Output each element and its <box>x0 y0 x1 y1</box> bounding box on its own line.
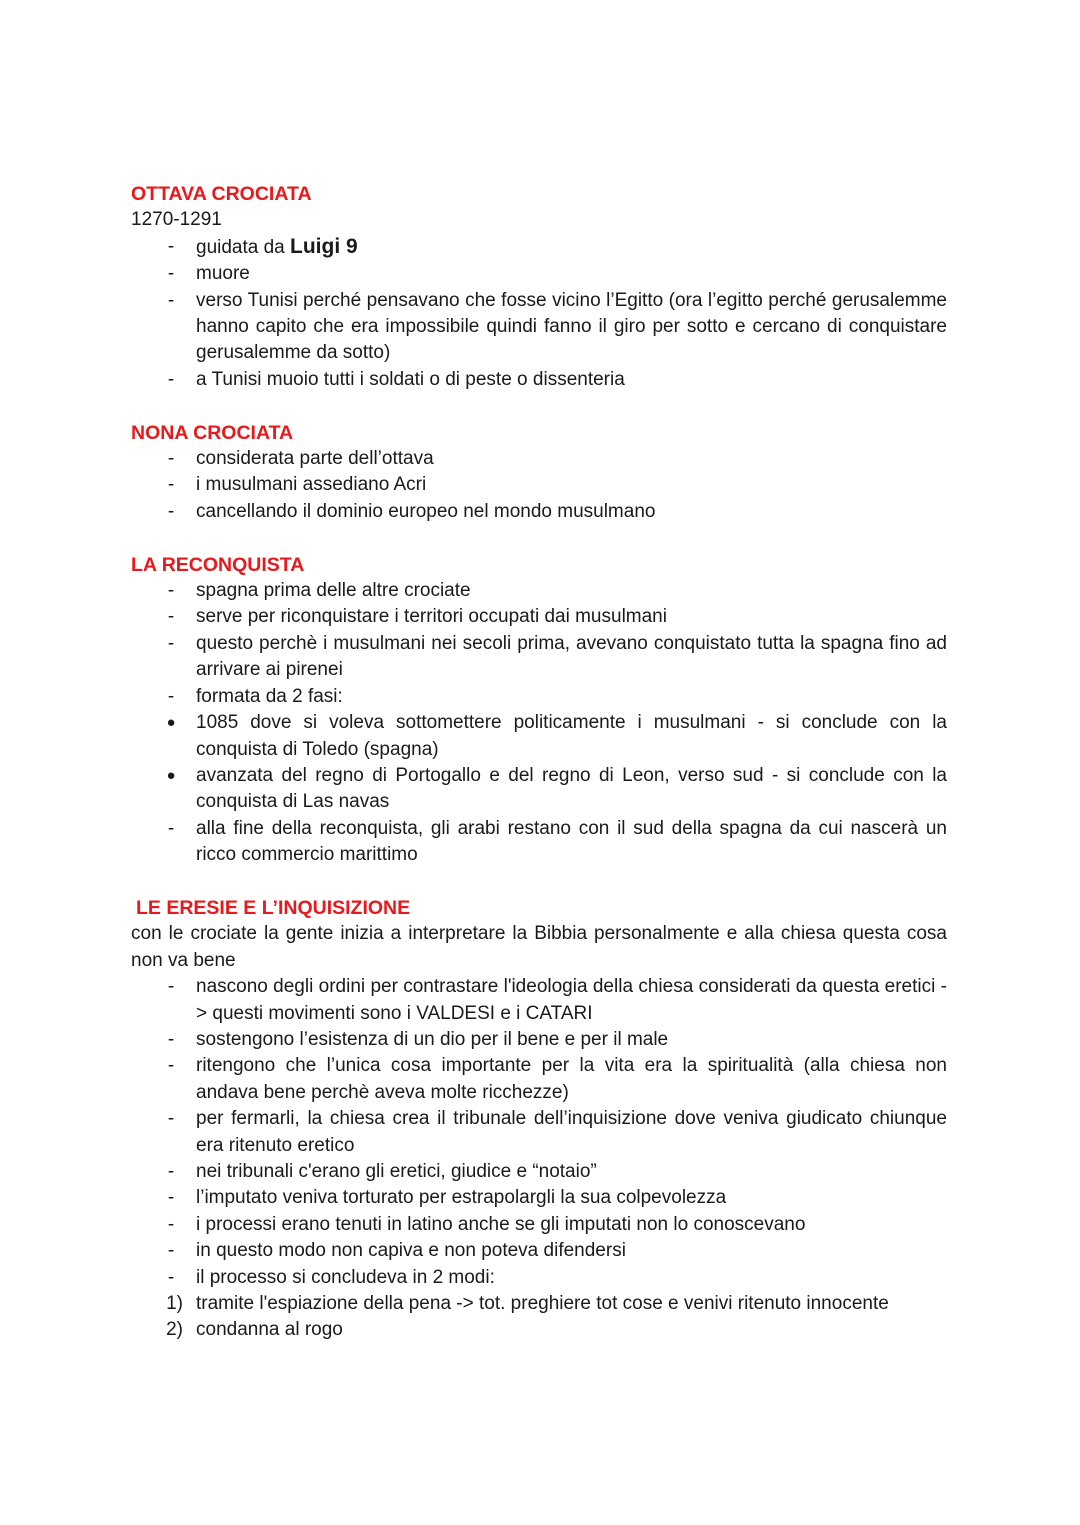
section-intro: con le crociate la gente inizia a interpretare la Bibbia personalmente e alla chiesa questa cosa non va bene <box>131 923 947 971</box>
list-item <box>131 1317 947 1343</box>
list-item <box>131 234 947 261</box>
section <box>131 895 947 1344</box>
list-item <box>131 1106 947 1159</box>
list-marker: - <box>167 685 175 707</box>
section-heading: OTTAVA CROCIATA <box>131 183 312 205</box>
list-marker: - <box>167 500 175 522</box>
list-item <box>131 1027 947 1053</box>
section-heading: NONA CROCIATA <box>131 421 294 444</box>
list-item-text: nei tribunali c'erano gli eretici, giudice e “notaio” <box>196 1160 597 1182</box>
list-marker: - <box>167 1240 175 1262</box>
list-marker: ● <box>166 714 176 732</box>
list-item <box>131 974 947 1027</box>
list-item <box>131 604 947 630</box>
list-item <box>131 1265 947 1291</box>
list-item <box>131 1159 947 1185</box>
list-marker: - <box>167 1266 175 1288</box>
list-marker: - <box>167 606 175 628</box>
list-marker: - <box>167 235 175 257</box>
list-item-text: considerata parte dell’ottava <box>196 448 434 470</box>
list-item <box>131 1185 947 1211</box>
list-item <box>131 499 947 525</box>
list-item-text: avanzata del regno di Portogallo e del regno di Leon, verso sud - si conclude con la conquista di Las navas <box>196 764 947 813</box>
list-item-text: i processi erano tenuti in latino anche se gli imputati non lo conoscevano <box>196 1213 806 1235</box>
section <box>131 420 947 526</box>
list-item <box>131 367 947 393</box>
list-item <box>131 261 947 287</box>
list-item-text: guidata da <box>196 236 291 258</box>
list-marker: - <box>167 289 175 311</box>
list-item-text: spagna prima delle altre crociate <box>196 580 471 602</box>
list-marker: - <box>167 448 175 470</box>
list-marker: - <box>167 580 175 602</box>
list-marker: - <box>167 1108 175 1130</box>
list-item <box>131 1053 947 1106</box>
list-item <box>131 578 947 604</box>
list-marker: - <box>167 1055 175 1077</box>
list-item-text: cancellando il dominio europeo nel mondo musulmano <box>196 500 656 522</box>
list-marker: - <box>167 1160 175 1182</box>
list-marker: - <box>167 368 175 390</box>
list-item-text: nascono degli ordini per contrastare l'ideologia della chiesa considerati da questa eretici -> questi movimenti sono i VALDESI e i CATARI <box>196 976 947 1024</box>
list-marker: - <box>167 1028 175 1050</box>
list-marker: ● <box>166 766 176 784</box>
section-heading: LA RECONQUISTA <box>131 553 305 576</box>
list-marker: - <box>167 632 175 654</box>
list-item-text: per fermarli, la chiesa crea il tribunale dell’inquisizione dove veniva giudicato chiunque era ritenuto eretico <box>196 1108 947 1156</box>
list-item-text: a Tunisi muoio tutti i soldati o di peste o dissenteria <box>196 368 625 390</box>
list-item-text: ritengono che l’unica cosa importante per la vita era la spiritualità (alla chiesa non andava bene perchè aveva molte ricchezze) <box>196 1055 947 1103</box>
list-marker: - <box>167 1213 175 1235</box>
list-item-bold: Luigi 9 <box>290 234 358 258</box>
list-item <box>131 710 947 763</box>
list-item-text: verso Tunisi perché pensavano che fosse vicino l’Egitto (ora l’egitto perché gerusalemme hanno capito che era impossibile quindi fanno il giro per sotto e cercano di conquistare gerusalemme da sotto) <box>196 289 947 364</box>
section-intro: 1270-1291 <box>131 209 222 231</box>
spacer <box>131 525 947 551</box>
list-item-text: serve per riconquistare i territori occupati dai musulmani <box>196 606 667 628</box>
list-item <box>131 288 947 367</box>
list-item-text: condanna al rogo <box>196 1319 343 1341</box>
list-item-text: tramite l'espiazione della pena -> tot. preghiere tot cose e venivi ritenuto innocente <box>196 1293 889 1315</box>
list-item <box>131 1291 947 1317</box>
section-heading: LE ERESIE E L’INQUISIZIONE <box>136 896 411 919</box>
list-item-text: sostengono l’esistenza di un dio per il bene e per il male <box>196 1028 669 1050</box>
list-item <box>131 446 947 472</box>
list-item-text: 1085 dove si voleva sottomettere politicamente i musulmani - si conclude con la conquista di Toledo (spagna) <box>196 712 947 760</box>
list-item-text: muore <box>196 263 250 285</box>
list-marker: - <box>167 474 175 496</box>
list-item-text: i musulmani assediano Acri <box>196 474 427 496</box>
list-marker: - <box>167 263 175 285</box>
list-marker: - <box>167 1187 175 1209</box>
list-item-text: alla fine della reconquista, gli arabi restano con il sud della spagna da cui nascerà un ricco commercio marittimo <box>196 817 947 866</box>
list-item <box>131 631 947 684</box>
spacer <box>131 869 947 895</box>
list-item-text: il processo si concludeva in 2 modi: <box>196 1266 495 1288</box>
list-item <box>131 1212 947 1238</box>
document-page <box>131 181 947 1344</box>
section <box>131 181 947 393</box>
list-marker: 2) <box>166 1319 183 1341</box>
list-marker: - <box>167 817 175 839</box>
spacer <box>131 393 947 419</box>
list-item-text: questo perchè i musulmani nei secoli prima, avevano conquistato tutta la spagna fino ad arrivare ai pirenei <box>196 632 947 681</box>
list-item <box>131 816 947 869</box>
list-item-text: formata da 2 fasi: <box>196 685 343 707</box>
list-item <box>131 763 947 816</box>
list-item <box>131 684 947 710</box>
list-item <box>131 472 947 498</box>
list-item-text: l’imputato veniva torturato per estrapolargli la sua colpevolezza <box>196 1187 727 1209</box>
list-item <box>131 1238 947 1264</box>
list-marker: 1) <box>166 1293 183 1315</box>
section <box>131 552 947 869</box>
list-item-text: in questo modo non capiva e non poteva difendersi <box>196 1240 626 1262</box>
list-marker: - <box>167 976 175 998</box>
